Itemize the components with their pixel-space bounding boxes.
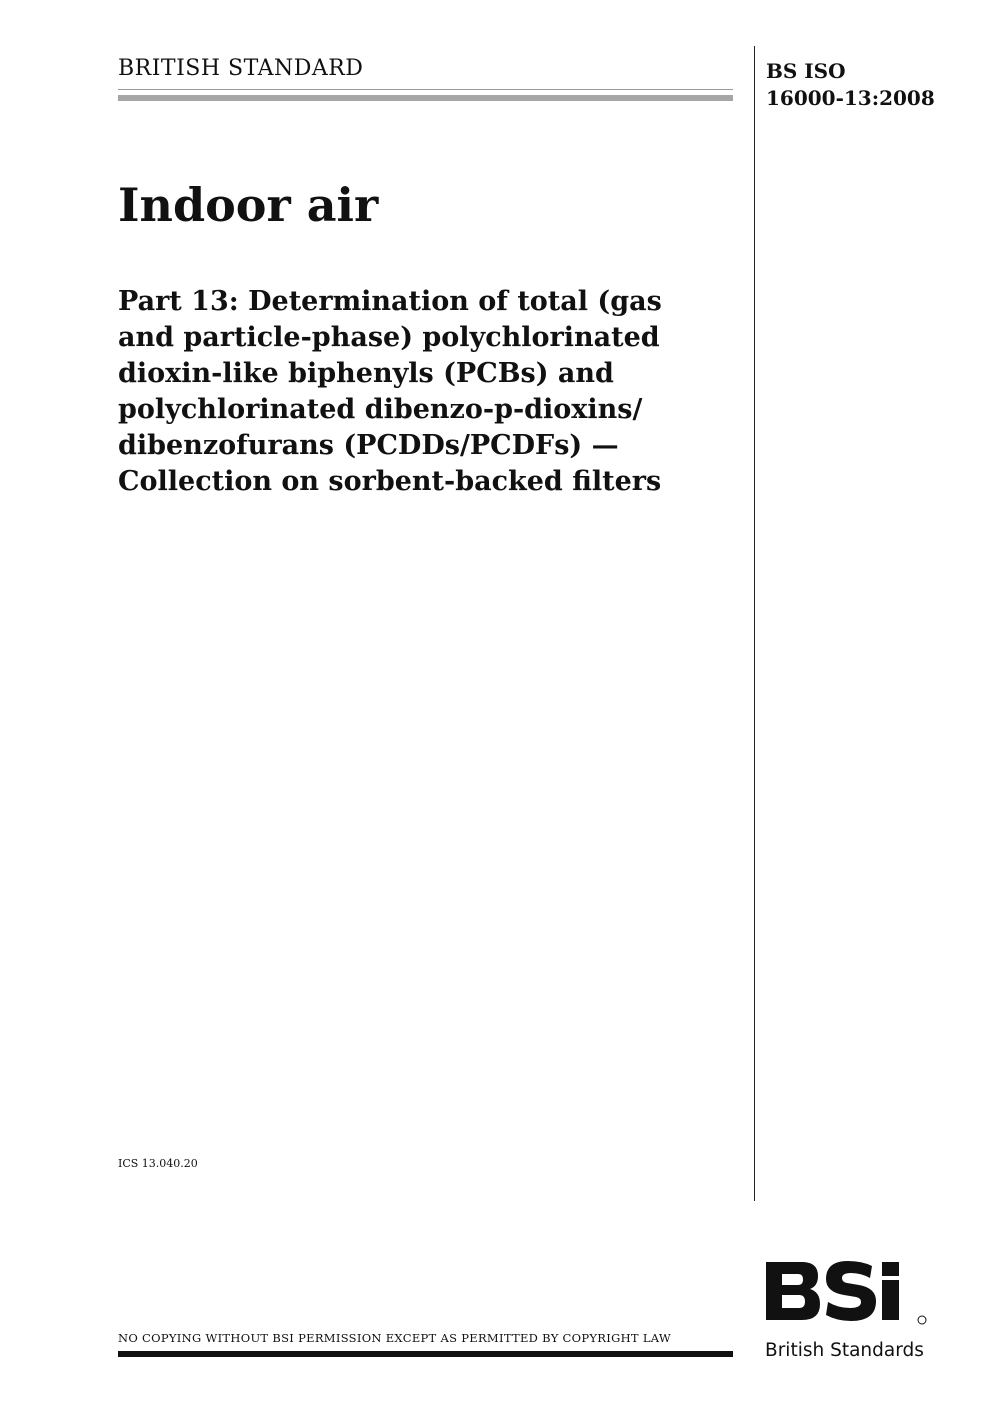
subtitle-line: Part 13: Determination of total (gas bbox=[118, 286, 662, 317]
document-title: Indoor air bbox=[118, 178, 379, 232]
header-rule-thick bbox=[118, 95, 733, 101]
standard-number-line-1: BS ISO bbox=[766, 59, 846, 83]
header-label: BRITISH STANDARD bbox=[118, 56, 364, 81]
bsi-logo-icon bbox=[762, 1258, 934, 1362]
subtitle-line: and particle-phase) polychlorinated bbox=[118, 322, 660, 353]
subtitle-line: polychlorinated dibenzo-p-dioxins/ bbox=[118, 394, 643, 425]
subtitle-line: dioxin-like biphenyls (PCBs) and bbox=[118, 358, 614, 389]
footer-rule bbox=[118, 1351, 733, 1357]
standard-number bbox=[766, 58, 935, 112]
subtitle-line: dibenzofurans (PCDDs/PCDFs) — bbox=[118, 430, 619, 461]
ics-code: ICS 13.040.20 bbox=[118, 1157, 198, 1170]
logo-caption: British Standards bbox=[765, 1340, 924, 1361]
header-rule-thin bbox=[118, 89, 733, 90]
subtitle-line: Collection on sorbent-backed filters bbox=[118, 466, 662, 497]
copyright-notice: NO COPYING WITHOUT BSI PERMISSION EXCEPT AS PERMITTED BY COPYRIGHT LAW bbox=[118, 1331, 672, 1345]
document-subtitle bbox=[118, 284, 738, 500]
vertical-divider bbox=[754, 46, 755, 1201]
standard-number-line-2: 16000-13:2008 bbox=[766, 86, 935, 110]
